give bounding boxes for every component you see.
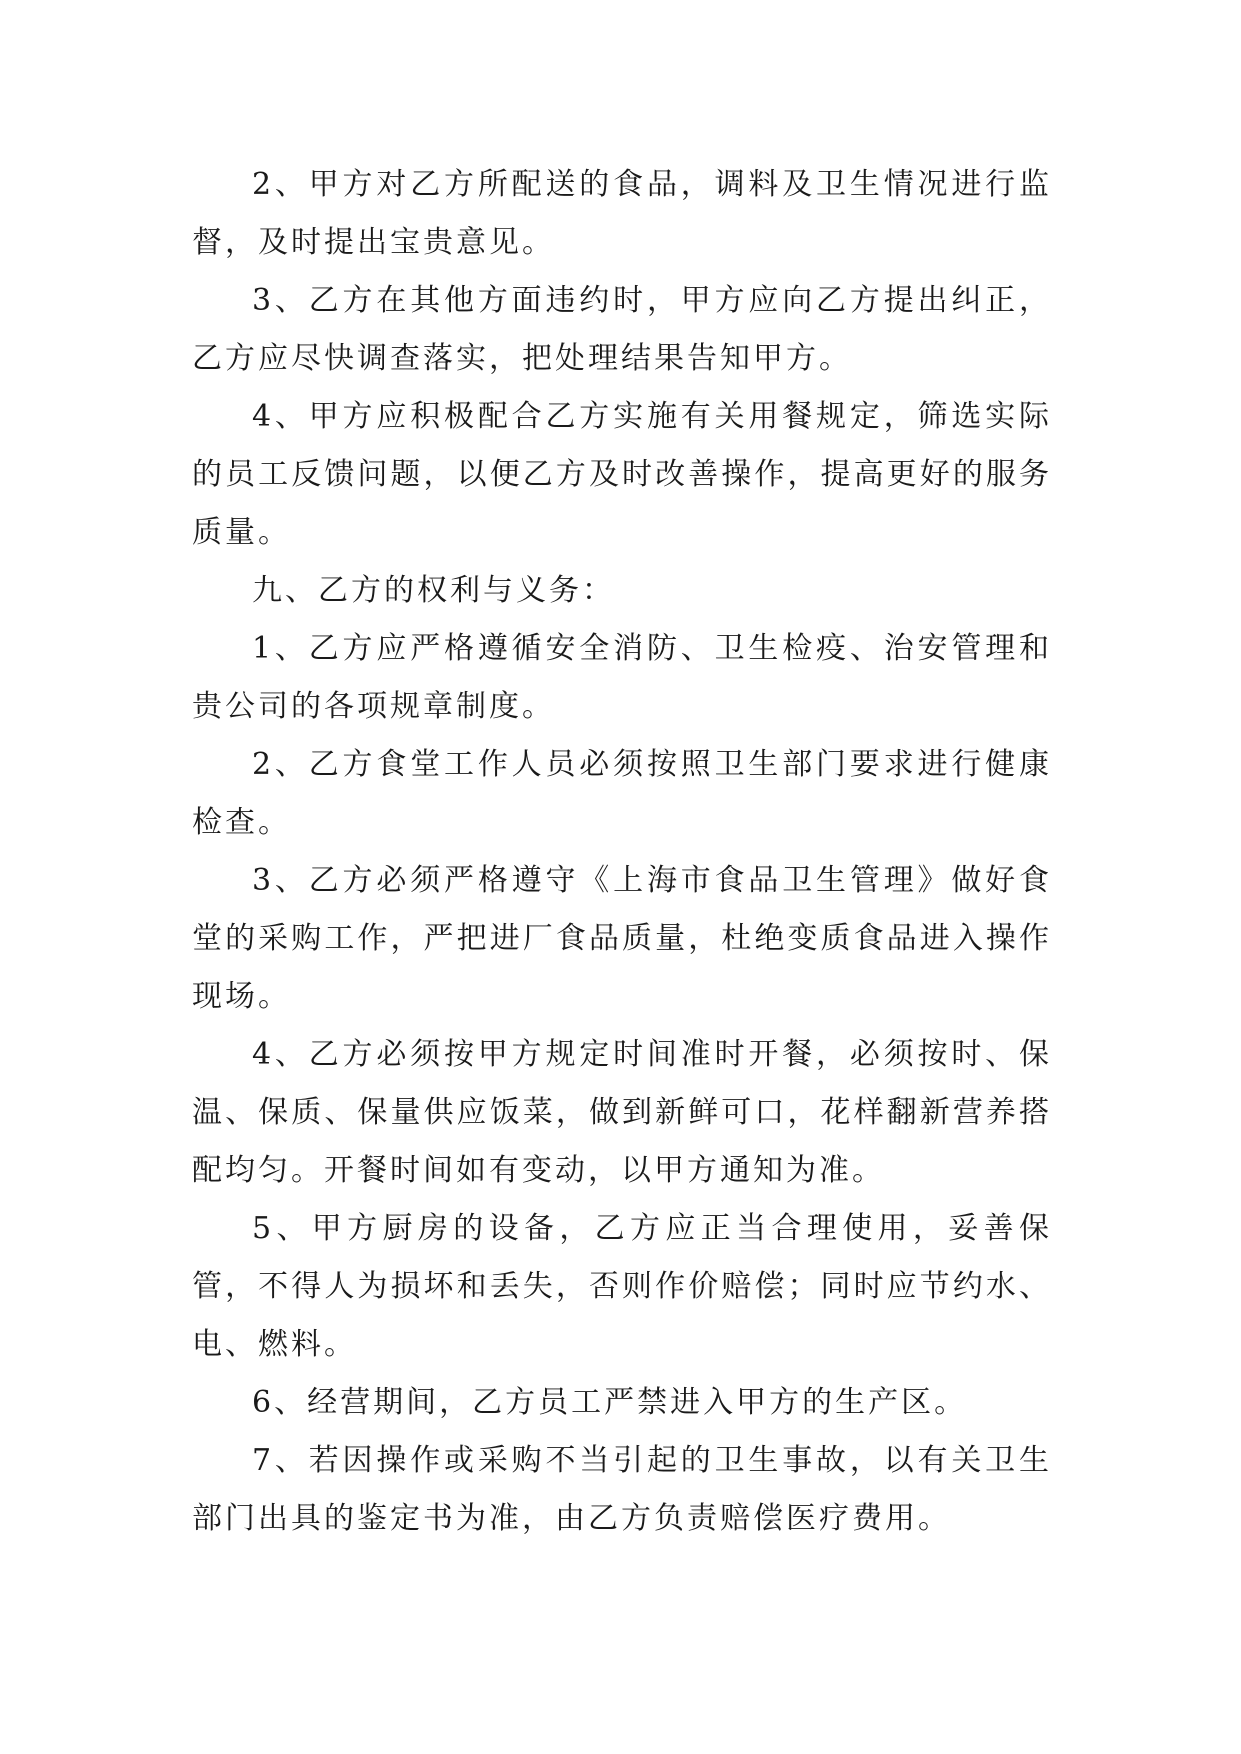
- paragraph-party-b-health-check: 2、乙方食堂工作人员必须按照卫生部门要求进行健康检查。: [192, 747, 1052, 840]
- paragraph-party-b-equipment: 5、甲方厨房的设备，乙方应正当合理使用，妥善保管，不得人为损坏和丢失，否则作价赔偿；同时应节约水、电、燃料。: [192, 1211, 1052, 1362]
- paragraph-party-a-supervision: 2、甲方对乙方所配送的食品，调料及卫生情况进行监督，及时提出宝贵意见。: [192, 167, 1052, 260]
- paragraph-party-b-hygiene-accident: 7、若因操作或采购不当引起的卫生事故，以有关卫生部门出具的鉴定书为准，由乙方负责赔偿医疗费用。: [192, 1443, 1052, 1536]
- paragraph-party-b-regulations: 1、乙方应严格遵循安全消防、卫生检疫、治安管理和贵公司的各项规章制度。: [192, 631, 1052, 724]
- section-heading-party-b-rights: 九、乙方的权利与义务：: [252, 573, 615, 608]
- paragraph-party-a-correction: 3、乙方在其他方面违约时，甲方应向乙方提出纠正，乙方应尽快调查落实，把处理结果告知甲方。: [192, 283, 1052, 376]
- paragraph-party-b-procurement: 3、乙方必须严格遵守《上海市食品卫生管理》做好食堂的采购工作，严把进厂食品质量，杜绝变质食品进入操作现场。: [192, 863, 1052, 1014]
- document-body: [192, 156, 1052, 1548]
- paragraph-party-b-meal-service: 4、乙方必须按甲方规定时间准时开餐，必须按时、保温、保质、保量供应饭菜，做到新鲜可口，花样翻新营养搭配均匀。开餐时间如有变动，以甲方通知为准。: [192, 1037, 1052, 1188]
- paragraph-party-a-cooperation: 4、甲方应积极配合乙方实施有关用餐规定，筛选实际的员工反馈问题，以便乙方及时改善操作，提高更好的服务质量。: [192, 399, 1052, 550]
- paragraph-party-b-production-area: 6、经营期间，乙方员工严禁进入甲方的生产区。: [252, 1385, 968, 1420]
